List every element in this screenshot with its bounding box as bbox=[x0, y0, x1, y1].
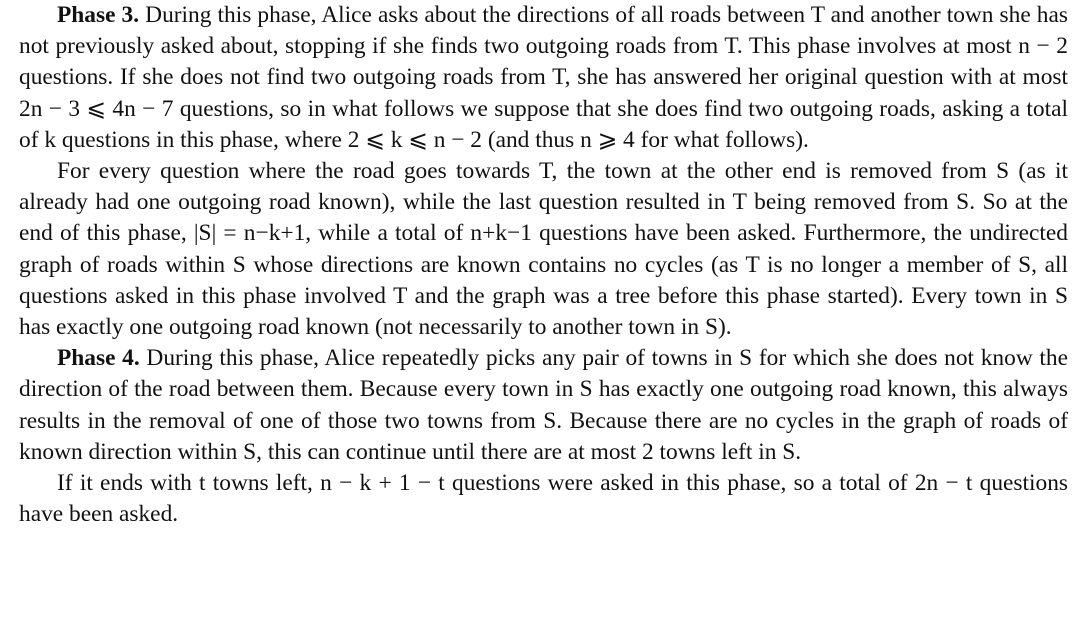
conclusion-paragraph: If it ends with t towns left, n − k + 1 − t questions were asked in this phase, so a total of 2n − t questions have been asked. bbox=[19, 470, 1068, 528]
phase-4-paragraph bbox=[19, 343, 1068, 468]
phase-3-heading: Phase 3. bbox=[57, 2, 140, 28]
phase-3-paragraph bbox=[19, 0, 1068, 156]
phase-3-continuation-paragraph: For every question where the road goes towards T, the town at the other end is removed from S (as it already had one outgoing road known), while the last question resulted in T being removed from S. So at the end of this phase, |S| = n−k+1, while a total of n+k−1 questions have been asked. Furthermore, the undirected graph of roads within S whose directions are known contains no cycles (as T is no longer a member of S, all questions asked in this phase involved T and the graph was a tree before this phase started). Every town in S has exactly one outgoing road known (not necessarily to another town in S). bbox=[19, 158, 1068, 341]
phase-4-text: During this phase, Alice repeatedly picks any pair of towns in S for which she does not know the direction of the road between them. Because every town in S has exactly one outgoing road known, this always results in the removal of one of those two towns from S. Because there are no cycles in the graph of roads of known direction within S, this can continue until there are at most 2 towns left in S. bbox=[19, 345, 1068, 465]
phase-3-text: During this phase, Alice asks about the directions of all roads between T and another town she has not previously asked about, stopping if she finds two outgoing roads from T. This phase involves at most n − 2 questions. If she does not find two outgoing roads from T, she has answered her original question with at most 2n − 3 ⩽ 4n − 7 questions, so in what follows we suppose that she does find two outgoing roads, asking a total of k questions in this phase, where 2 ⩽ k ⩽ n − 2 (and thus n ⩾ 4 for what follows). bbox=[19, 2, 1068, 153]
phase-4-heading: Phase 4. bbox=[57, 345, 140, 372]
